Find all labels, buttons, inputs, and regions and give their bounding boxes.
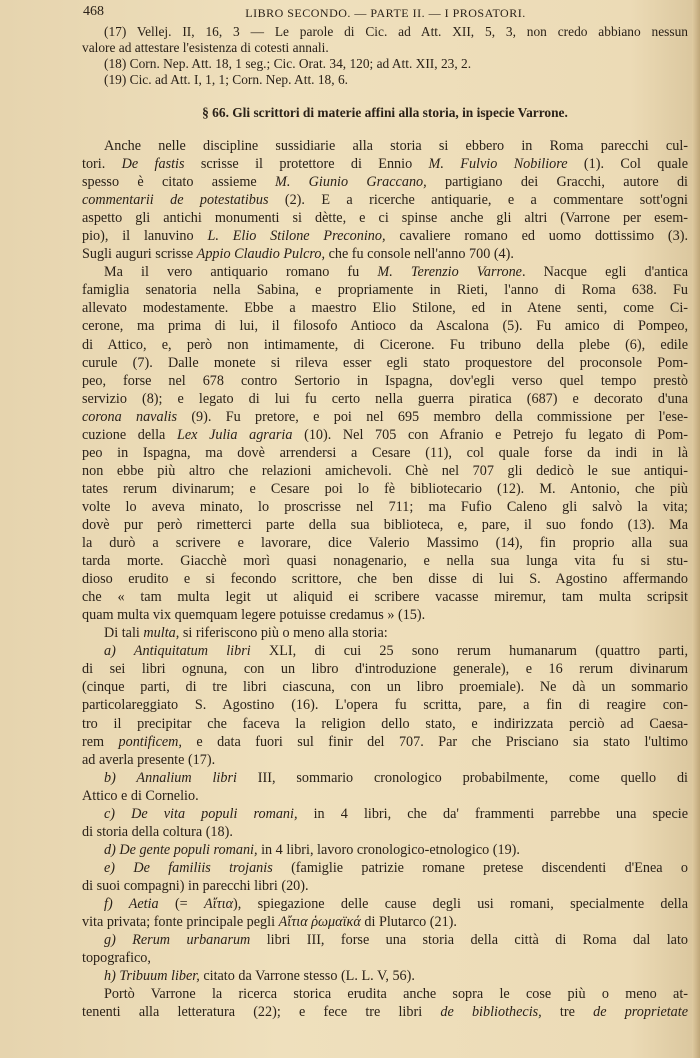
text-run: ), spiegazione delle cause degli usi romani, specialmente della [233,895,688,912]
body-text [82,137,688,1021]
text-run: scrisse il protettore di Ennio [184,156,429,173]
italic-text: a) Antiquitatum libri [104,643,251,660]
text-line [82,534,688,552]
italic-text: Lex Julia agraria [176,426,293,443]
text-run: (17) Vellej. II, 16, 3 — Le parole di Cic. ad Att. XII, 5, 3, non credo abbiano nessun [104,24,688,39]
text-run: curule (7). Dalle monete si rileva esser egli stato proquestore del proconsole Pom- [82,354,688,371]
italic-text: Αἴτια ῥωμαϊκά [278,914,361,931]
text-run: (1). Col quale [567,156,688,173]
italic-text: M. Giunio Graccano, [275,174,427,191]
running-header [83,4,688,22]
text-run: famiglia senatoria nella Sabina, e propriamente in Rieti, l'anno di Roma 638. Fu [82,282,688,299]
text-run: cerone, ma prima di lui, il filosofo Antioco da Ascalona (5). Fu amico di Pompeo, [82,318,688,335]
italic-text: M. Terenzio Varrone [377,264,522,281]
running-title: LIBRO SECONDO. — PARTE II. — I PROSATORI. [245,6,526,20]
italic-text: multa, [143,625,180,642]
text-run: citato da Varrone stesso (L. L. V, 56). [199,968,415,985]
text-run: spesso è citato assieme [82,174,275,191]
text-line [82,660,688,678]
text-line [82,805,688,823]
italic-text: c) De vita populi romani, [104,805,298,822]
text-line [82,426,688,444]
text-run: tro il precipitar che faceva la religion dello stato, e indirizzata perciò ad Caesa- [82,715,688,732]
text-run: di sei libri ognuna, con un libro d'introduzione generale), e 16 rerum divinarum [82,661,688,678]
text-line [82,570,688,588]
page-edge [692,0,700,1058]
text-line [82,624,688,642]
italic-text: Αἴτια [203,895,234,912]
text-run: Anche nelle discipline sussidiarie alla storia si ebbero in Roma parecchi cul- [104,138,688,154]
text-line [82,191,688,209]
text-line [82,480,688,498]
text-line [82,751,688,769]
text-line [82,787,688,805]
text-line [82,985,688,1003]
italic-text: L. Elio Stilone Preconino, [207,228,386,245]
text-run: libri III, forse una storia della città di Roma dal lato [250,932,688,949]
text-run: volte lo aveva minato, lo proscrisse nel 711; ma Fufio Caleno gli salvò la vita; [82,498,688,515]
text-line [82,733,688,751]
text-run: che fu console nell'anno 700 (4). [325,246,514,263]
text-run: peo, forse nel 678 contro Sertorio in Ispagna, dov'egli verso quel tempo prestò [82,372,688,389]
text-run: aspetto gli antichi monumenti si dètte, e ci spinse anche gli altri (Varrone per esem- [82,210,688,227]
text-line [82,1003,688,1021]
text-run: tates rerum divinarum; e Cesare poi lo fè bibliotecario (12). M. Antonio, che più [82,480,688,497]
text-run: quam multa vix quemquam legere potuisse credamus » (15). [82,607,426,624]
italic-text: e) De familiis trojanis [104,859,273,876]
text-line [82,895,688,913]
text-run: (9). Fu pretore, e poi nel 695 membro della commissione per l'ese- [176,408,688,425]
italic-text: b) Annalium libri [104,769,237,786]
text-line [82,606,688,624]
page-number: 468 [83,4,104,19]
footnote-line [82,56,688,72]
text-run: vita privata; fonte principale pegli [82,914,279,931]
text-run: cavaliere romano ed uomo dottissimo (3). [385,228,688,245]
footnote-line [82,24,688,40]
text-run: che « tam multa legit ut aliquid ei scribere vacasse miremur, tam multa scripsit [82,589,688,606]
text-line [82,336,688,354]
text-line [82,444,688,462]
text-run: Attico e di Cornelio. [82,787,199,804]
text-line [82,696,688,714]
text-run: allevato modestamente. Ebbe a maestro Elio Stilone, ed in Atene senti, come Ci- [82,300,688,317]
text-line [82,516,688,534]
italic-text: f) Aetia [104,895,159,912]
text-run: peo in Ispagna, ma dovè arrendersi a Cesare (11), col quale forse da indi in là [82,444,688,461]
text-run: . Nacque egli d'antica [521,264,688,281]
text-line [82,317,688,335]
text-run: si riferiscono più o meno alla storia: [179,625,388,642]
text-run: tori. [82,156,122,173]
text-run: ad averla presente (17). [82,751,216,768]
text-run: non ebbe più altro che relazioni amichevoli. Chè nel 707 gli dedicò le sue antiqui- [82,462,688,479]
italic-text: g) Rerum urbanarum [104,932,251,949]
text-line [82,462,688,480]
text-line [82,227,688,245]
text-line [82,931,688,949]
text-line [82,552,688,570]
text-run: servizio (8); e legato di lui fu certo nella guerra piratica (687) e decorato d'una [82,390,688,407]
text-line [82,408,688,426]
text-run: cuzione della [82,426,177,443]
footnote-line [82,40,688,56]
italic-text: De fastis [121,156,185,173]
text-line [82,209,688,227]
text-line [82,299,688,317]
italic-text: d) De gente populi romani, [104,841,258,858]
text-run: dioso erudito e si fecondo scrittore, che ben disse di lui S. Agostino affermando [82,571,688,588]
text-run: (cinque parti, di tre libri ciascuna, con un libro proemiale). Ne dà un sommario [82,679,688,696]
text-run: dovè pur però rimetterci parte della sua biblioteca, e, pare, il suo fondo (13). Ma [82,516,688,533]
text-run: particolareggiato S. Agostino (16). L'opera fu scritta, pare, a fin di reagire con- [82,697,688,714]
text-line [82,841,688,859]
text-run: (10). Nel 705 con Afranio e Petrejo fu legato di Pom- [292,426,688,443]
text-line [82,967,688,985]
text-line [82,498,688,516]
text-run: la durò a scrivere e lavorare, dice Valerio Massimo (14), fin proprio alla sua [82,535,688,552]
text-run: Sugli auguri scrisse [82,246,197,263]
italic-text: de bibliothecis, [440,1004,542,1021]
text-line [82,859,688,877]
text-line [82,715,688,733]
text-run: pio), il lanuvino [82,228,208,245]
text-line [82,642,688,660]
text-line [82,155,688,173]
text-run: tre [541,1004,594,1021]
italic-text: Appio Claudio Pulcro, [196,246,326,263]
text-run: tenenti alla letteratura (22); e fece tre libri [82,1004,441,1021]
italic-text: M. Fulvio Nobiliore [428,156,568,173]
text-run: valore ad attestare l'esistenza di cotesti annali. [82,40,329,55]
italic-text: de proprietate [593,1004,689,1021]
italic-text: corona navalis [82,408,177,425]
text-run: di Plutarco (21). [360,914,457,931]
text-run: partigiano dei Gracchi, autore di [426,174,689,191]
text-run: di Attico, e, però non intimamente, di Cicerone. Fu tribuno della plebe (6), edile [82,336,688,353]
text-run: (= [158,895,204,912]
text-run: Di tali [104,625,144,642]
italic-text: pontificem, [118,733,182,750]
text-line [82,877,688,895]
text-line [82,769,688,787]
text-run: tarda morte. Giacchè morì quasi nonagenario, e nella sua lunga vita fu si stu- [82,553,688,570]
text-run: rem [82,733,119,750]
text-run: in 4 libri, che da' frammenti parrebbe una specie [297,805,689,822]
text-line [82,281,688,299]
text-line [82,949,688,967]
text-run: e data fuori sul finir del 707. Par che Prisciano sia stato l'ultimo [181,733,688,750]
text-run: topografico, [82,950,151,967]
text-line [82,354,688,372]
text-run: (famiglie patrizie romane pretese discendenti d'Enea o [272,859,688,876]
section-heading: § 66. Gli scrittori di materie affini alla storia, in ispecie Varrone. [202,105,568,120]
text-run: III, sommario cronologico probabilmente, come quello di [236,769,688,786]
text-line [82,823,688,841]
text-run: (19) Cic. ad Att. I, 1, 1; Corn. Nep. Att. 18, 6. [104,72,348,87]
footnotes [82,24,688,88]
text-line [82,245,688,263]
text-line [82,173,688,191]
text-run: Portò Varrone la ricerca storica erudita anche sopra le cose più o meno at- [104,986,688,1003]
text-run: (18) Corn. Nep. Att. 18, 1 seg.; Cic. Orat. 34, 120; ad Att. XII, 23, 2. [104,56,472,71]
text-run: in 4 libri, lavoro cronologico-etnologico (19). [257,841,520,858]
text-run: Ma il vero antiquario romano fu [104,264,378,281]
footnote-line [82,72,688,88]
text-run: (2). E a ricerche antiquarie, e a commentare sott'ogni [268,192,688,209]
text-line [82,263,688,281]
text-line [82,390,688,408]
italic-text: commentarii de potestatibus [82,192,269,209]
text-line [82,678,688,696]
text-line [82,372,688,390]
text-run: XLI, di cui 25 sono rerum humanarum (quattro parti, [250,643,688,660]
text-run: di storia della coltura (18). [82,823,233,840]
text-line [82,588,688,606]
text-line [82,137,688,155]
text-line [82,913,688,931]
italic-text: h) Tribuum liber, [104,968,200,985]
text-run: di suoi compagni) in parecchi libri (20). [82,877,309,894]
